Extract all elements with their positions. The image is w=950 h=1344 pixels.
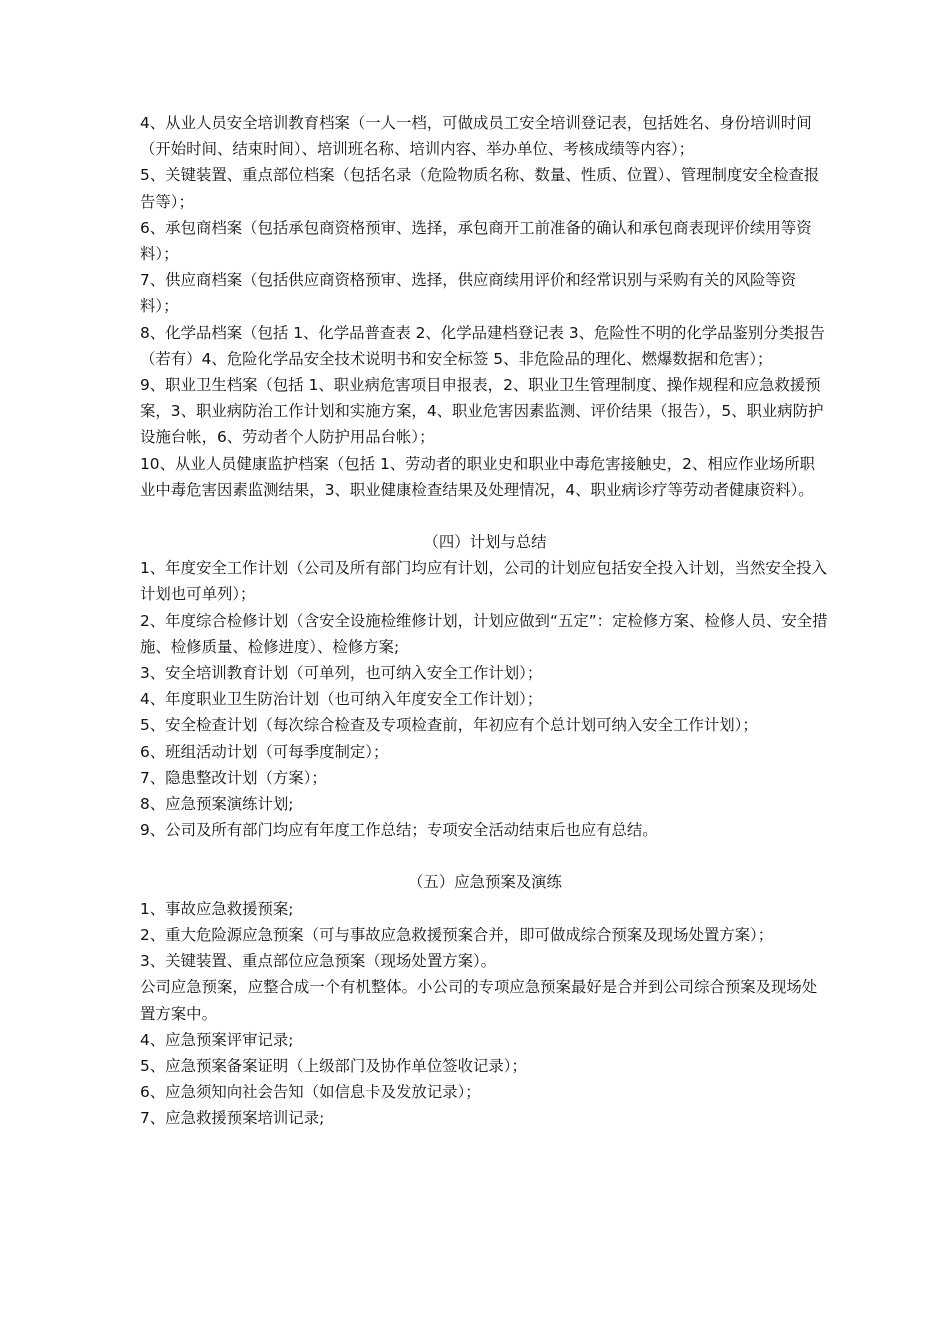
- spacer: [140, 503, 830, 529]
- list-item: 5、应急预案备案证明（上级部门及协作单位签收记录）；: [140, 1056, 527, 1075]
- list-item: 5、安全检查计划（每次综合检查及专项检查前，年初应有个总计划可纳入安全工作计划）；: [140, 716, 758, 735]
- plans-list: [140, 555, 830, 843]
- archives-list: [140, 110, 830, 503]
- emergency-list: [140, 896, 830, 1132]
- list-item: 9、职业卫生档案（包括 1、职业病危害项目申报表，2、职业卫生管理制度、操作规程和应急救援预案，3、职业病防治工作计划和实施方案，4、职业危害因素监测、评价结果（报告），5、职业病防护设施台帐，6、劳动者个人防护用品台帐）；: [140, 376, 824, 447]
- list-item: 8、化学品档案（包括 1、化学品普查表 2、化学品建档登记表 3、危险性不明的化学品鉴别分类报告（若有）4、危险化学品安全技术说明书和安全标签 5、非危险品的理化、燃爆数据和危害）；: [140, 323, 825, 368]
- list-item: 8、应急预案演练计划;: [140, 795, 294, 814]
- list-item: 6、班组活动计划（可每季度制定）；: [140, 742, 389, 761]
- list-item: 4、年度职业卫生防治计划（也可纳入年度安全工作计划）；: [140, 690, 543, 709]
- spacer: [140, 843, 830, 869]
- list-item: 4、应急预案评审记录;: [140, 1030, 294, 1049]
- list-item: 1、年度安全工作计划（公司及所有部门均应有计划，公司的计划应包括安全投入计划，当然安全投入计划也可单列）；: [140, 559, 827, 604]
- list-item: 7、隐患整改计划（方案）；: [140, 768, 327, 787]
- list-item: 5、关键装置、重点部位档案（包括名录（危险物质名称、数量、性质、位置）、管理制度安全检查报告等）；: [140, 166, 820, 211]
- list-item: 9、公司及所有部门均应有年度工作总结；专项安全活动结束后也应有总结。: [140, 821, 658, 840]
- list-item: 公司应急预案，应整合成一个有机整体。小公司的专项应急预案最好是合并到公司综合预案及现场处置方案中。: [140, 978, 818, 1023]
- list-item: 6、承包商档案（包括承包商资格预审、选择，承包商开工前准备的确认和承包商表现评价续用等资料）；: [140, 218, 812, 264]
- list-item: 2、重大危险源应急预案（可与事故应急救援预案合并，即可做成综合预案及现场处置方案）；: [140, 925, 774, 944]
- list-item: 2、年度综合检修计划（含安全设施检维修计划，计划应做到“五定”：定检修方案、检修人员、安全措施、检修质量、检修进度）、检修方案;: [140, 611, 828, 656]
- list-item: 7、供应商档案（包括供应商资格预审、选择，供应商续用评价和经常识别与采购有关的风险等资料）；: [140, 271, 797, 316]
- list-item: 3、关键装置、重点部位应急预案（现场处置方案）。: [140, 952, 497, 971]
- list-item: 7、应急救援预案培训记录;: [140, 1109, 325, 1128]
- document-page: [140, 110, 830, 1132]
- list-item: 10、从业人员健康监护档案（包括 1、劳动者的职业史和职业中毒危害接触史，2、相应作业场所职业中毒危害因素监测结果，3、职业健康检查结果及处理情况，4、职业病诊疗等劳动者健康资料）。: [140, 454, 816, 499]
- list-item: 3、安全培训教育计划（可单列，也可纳入安全工作计划）；: [140, 664, 543, 683]
- section-title-plans: （四）计划与总结: [423, 533, 547, 552]
- section-title-emergency: （五）应急预案及演练: [408, 873, 562, 892]
- list-item: 4、从业人员安全培训教育档案（一人一档，可做成员工安全培训登记表，包括姓名、身份培训时间（开始时间、结束时间）、培训班名称、培训内容、举办单位、考核成绩等内容）；: [140, 114, 812, 159]
- list-item: 6、应急须知向社会告知（如信息卡及发放记录）；: [140, 1083, 481, 1102]
- list-item: 1、事故应急救援预案;: [140, 899, 294, 918]
